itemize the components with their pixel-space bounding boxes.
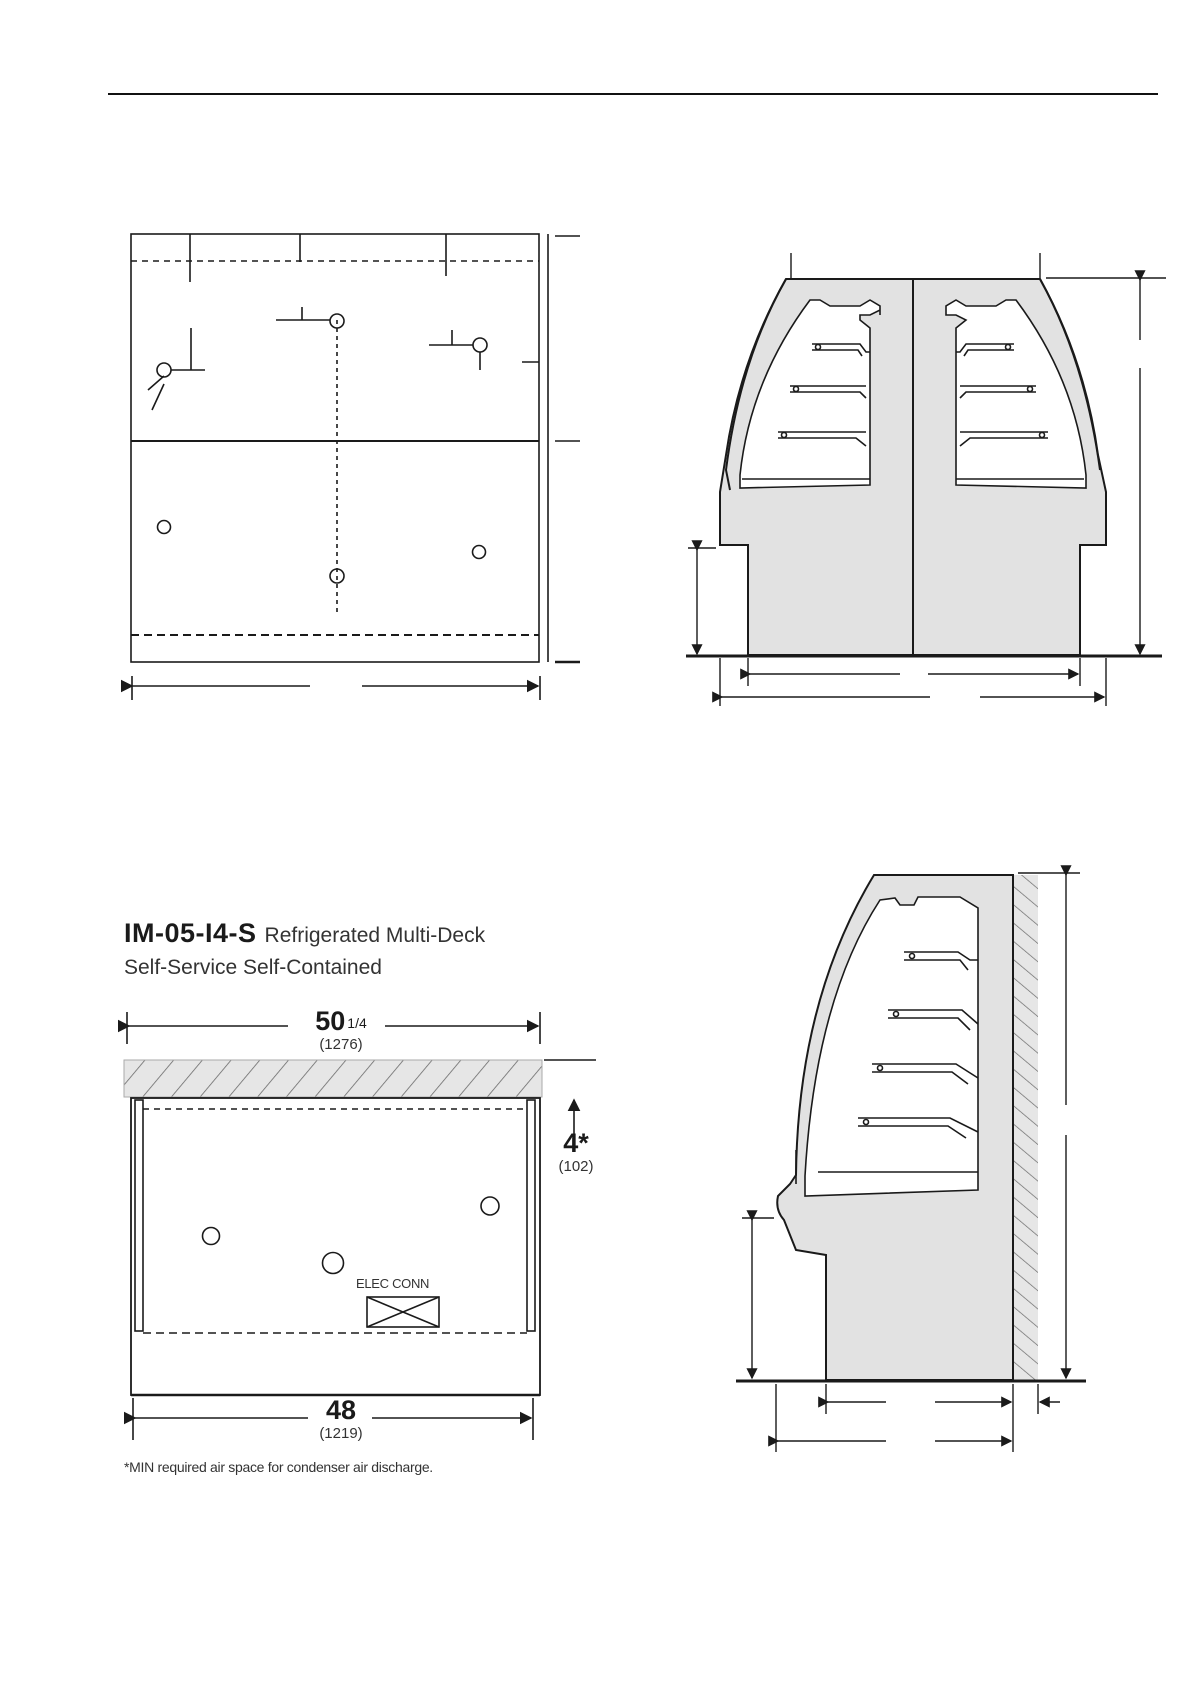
elec-conn-label: ELEC CONN bbox=[356, 1276, 430, 1291]
overall-width-mm: (1276) bbox=[319, 1036, 363, 1053]
plan-outline bbox=[131, 234, 539, 662]
model-title bbox=[124, 918, 485, 983]
rear-clearance-label bbox=[552, 1128, 600, 1175]
overall-width-label bbox=[286, 1006, 396, 1053]
overall-width-value: 50 bbox=[315, 1006, 346, 1036]
im-hole-center bbox=[323, 1253, 344, 1274]
side-elevation-drawing bbox=[736, 873, 1086, 1452]
hole-bottom-left bbox=[158, 521, 171, 534]
rear-clearance-value: 4* bbox=[563, 1128, 589, 1158]
im-cabinet-outline bbox=[131, 1098, 540, 1395]
drain-circle-top-right bbox=[473, 338, 487, 352]
im-hole-right bbox=[481, 1197, 499, 1215]
base-width-label bbox=[306, 1395, 376, 1442]
front-elevation-drawing bbox=[686, 253, 1166, 706]
model-description: Refrigerated Multi-Deck bbox=[264, 924, 486, 947]
drain-circle-top-left bbox=[157, 363, 171, 377]
footnote: *MIN required air space for condenser air discharge. bbox=[124, 1459, 433, 1475]
base-width-value: 48 bbox=[325, 1395, 357, 1425]
rear-clearance-mm: (102) bbox=[558, 1158, 594, 1175]
base-width-mm: (1219) bbox=[319, 1425, 363, 1442]
rear-wall-hatch bbox=[124, 1060, 542, 1097]
model-number: IM-05-I4-S bbox=[124, 918, 257, 948]
overall-width-fraction: 1/4 bbox=[347, 1015, 367, 1031]
im-hole-left bbox=[203, 1228, 220, 1245]
hole-bottom-right bbox=[473, 546, 486, 559]
im-plan-drawing bbox=[124, 1012, 596, 1440]
model-subtitle: Self-Service Self-Contained bbox=[124, 956, 382, 979]
top-plan-drawing bbox=[131, 234, 580, 700]
wall-hatch bbox=[1013, 875, 1038, 1380]
